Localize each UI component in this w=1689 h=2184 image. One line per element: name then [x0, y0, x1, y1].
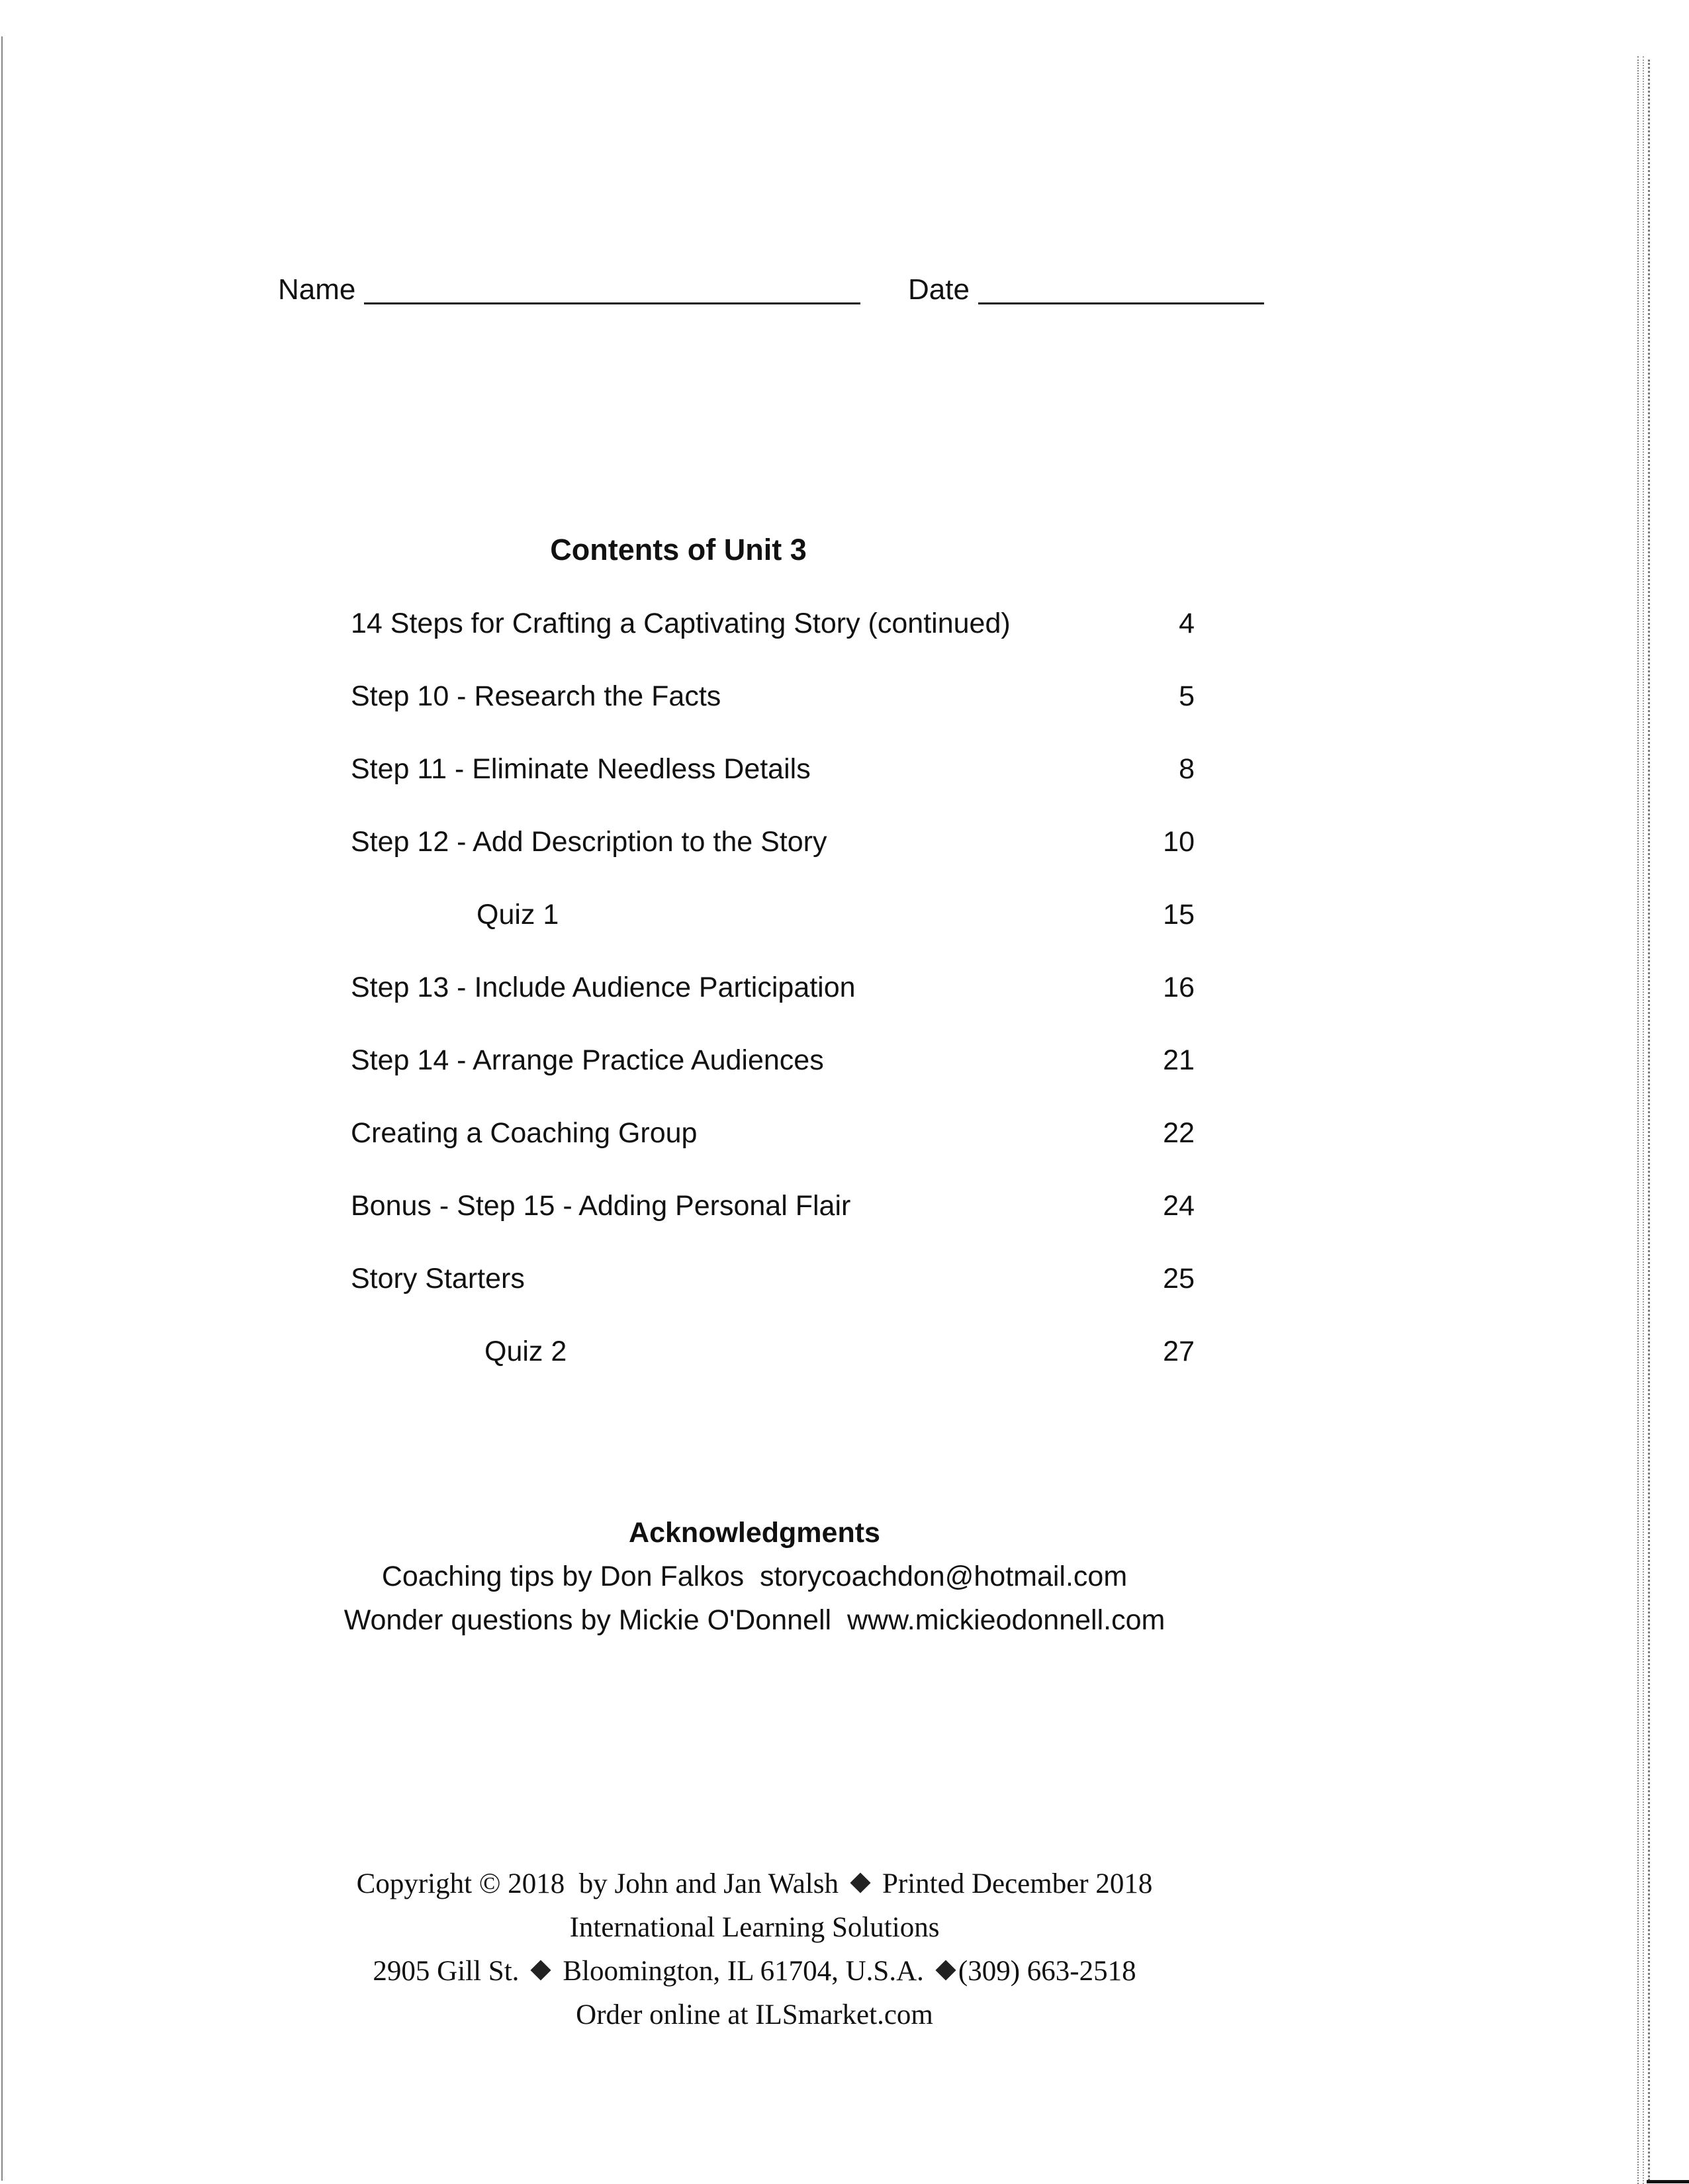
toc-entry-label: Step 14 - Arrange Practice Audiences — [351, 1044, 824, 1076]
toc-entry-label: Bonus - Step 15 - Adding Personal Flair — [351, 1190, 851, 1222]
diamond-icon — [850, 1872, 870, 1893]
street-address: 2905 Gill St. — [373, 1956, 520, 1987]
publisher-name: International Learning Solutions — [569, 1912, 940, 1943]
toc-entry-label: Quiz 2 — [484, 1336, 567, 1367]
toc-entry-label: Step 13 - Include Audience Participation — [351, 972, 856, 1003]
date-label: Date — [908, 273, 970, 306]
toc-entry-label: Quiz 1 — [477, 899, 559, 931]
scan-edge-bottom — [1647, 2180, 1689, 2183]
copyright-line — [0, 1868, 1509, 1900]
scan-edge-right — [1648, 60, 1652, 2181]
copyright-text: Copyright © 2018 by John and Jan Walsh — [356, 1868, 839, 1899]
printed-date: Printed December 2018 — [882, 1868, 1153, 1899]
toc-entry — [351, 826, 1195, 866]
toc-entry-page: 5 — [1179, 680, 1195, 712]
acknowledgments-title: Acknowledgments — [629, 1517, 880, 1549]
toc-entry-label: 14 Steps for Crafting a Captivating Story (continued) — [351, 608, 1011, 639]
order-online-line: Order online at ILSmarket.com — [576, 1999, 933, 2030]
toc-entry-label: Creating a Coaching Group — [351, 1117, 698, 1149]
toc-entry-page: 4 — [1179, 608, 1195, 639]
name-label: Name — [278, 273, 356, 306]
phone-number: (309) 663-2518 — [958, 1956, 1136, 1987]
toc-entry — [351, 680, 1195, 720]
scan-edge-right — [1643, 56, 1645, 2184]
toc-entry — [351, 1044, 1195, 1084]
acknowledgment-line: Wonder questions by Mickie O'Donnell www.mickieodonnell.com — [343, 1604, 1165, 1636]
toc-entry-page: 8 — [1179, 753, 1195, 785]
toc-entry-page: 24 — [1163, 1190, 1195, 1222]
toc-title: Contents of Unit 3 — [550, 533, 807, 567]
toc-entry — [351, 1263, 1195, 1302]
toc-entry — [351, 608, 1195, 647]
toc-entry-page: 22 — [1163, 1117, 1195, 1149]
toc-entry-page: 25 — [1163, 1263, 1195, 1295]
toc-entry-page: 16 — [1163, 972, 1195, 1003]
toc-entry-page: 27 — [1163, 1336, 1195, 1367]
toc-entry-page: 10 — [1163, 826, 1195, 858]
diamond-icon — [935, 1960, 956, 1980]
toc-entry — [351, 1336, 1195, 1375]
toc-entry — [351, 972, 1195, 1011]
city-address: Bloomington, IL 61704, U.S.A. — [563, 1956, 924, 1987]
diamond-icon — [531, 1960, 551, 1980]
acknowledgment-line: Coaching tips by Don Falkos storycoachdon@hotmail.com — [381, 1561, 1128, 1592]
toc-entry — [351, 899, 1195, 938]
toc-entry-label: Step 12 - Add Description to the Story — [351, 826, 827, 858]
toc-entry-page: 21 — [1163, 1044, 1195, 1076]
name-blank-line[interactable] — [364, 302, 860, 304]
date-blank-line[interactable] — [978, 302, 1264, 304]
toc-entry — [351, 1190, 1195, 1230]
toc-entry — [351, 753, 1195, 793]
publisher-address — [0, 1955, 1509, 1987]
scan-edge-right — [1637, 56, 1640, 2184]
toc-entry-label: Story Starters — [351, 1263, 525, 1295]
toc-entry-page: 15 — [1163, 899, 1195, 931]
toc-entry-label: Step 11 - Eliminate Needless Details — [351, 753, 811, 785]
scan-edge-left — [1, 36, 3, 2181]
toc-entry-label: Step 10 - Research the Facts — [351, 680, 721, 712]
toc-entry — [351, 1117, 1195, 1157]
